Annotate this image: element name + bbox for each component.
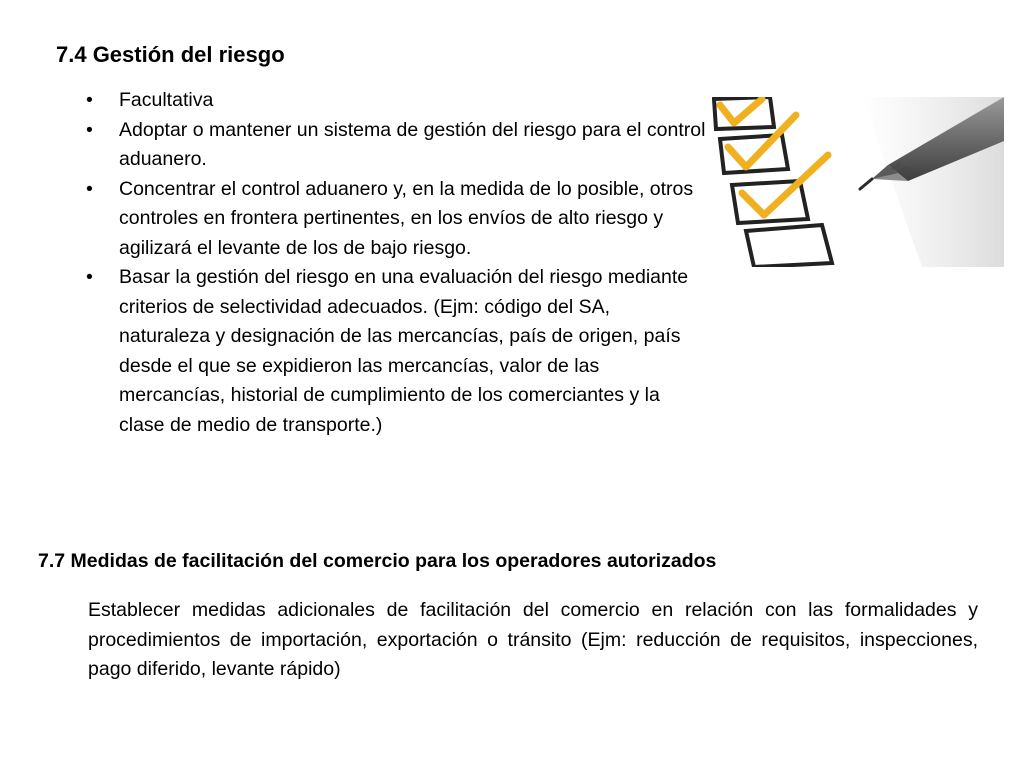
section-title-risk-management: 7.4 Gestión del riesgo (56, 42, 285, 67)
bullet-item: • Facultativa (86, 86, 706, 116)
section-title-authorized-operators: 7.7 Medidas de facilitación del comercio para los operadores autorizados (38, 550, 717, 572)
bullet-item: • Adoptar o mantener un sistema de gestión del riesgo para el control aduanero. (86, 116, 706, 175)
bullet-item: • Concentrar el control aduanero y, en la medida de lo posible, otros controles en frontera pertinentes, en los envíos de alto riesgo y agilizará el levante de los de bajo riesgo. (86, 175, 706, 264)
authorized-operators-paragraph: Establecer medidas adicionales de facilitación del comercio en relación con las formalidades y procedimientos de importación, exportación o tránsito (Ejm: reducción de requisitos, inspecciones, pago diferido, levante rápido) (88, 599, 978, 680)
check-mark-1 (720, 99, 762, 123)
checkbox-4 (746, 225, 832, 267)
checklist-with-pen-icon (712, 97, 1004, 267)
bullet-item: • Basar la gestión del riesgo en una evaluación del riesgo mediante criterios de selectividad adecuados. (Ejm: código del SA, naturaleza y designación de las mercancías, país de origen, país desde el que se expidieron las mercancías, valor de las mercancías, historial de cumplimiento de los comerciantes y la clase de medio de transporte.) (86, 263, 706, 440)
risk-management-bullet-list (86, 86, 706, 440)
